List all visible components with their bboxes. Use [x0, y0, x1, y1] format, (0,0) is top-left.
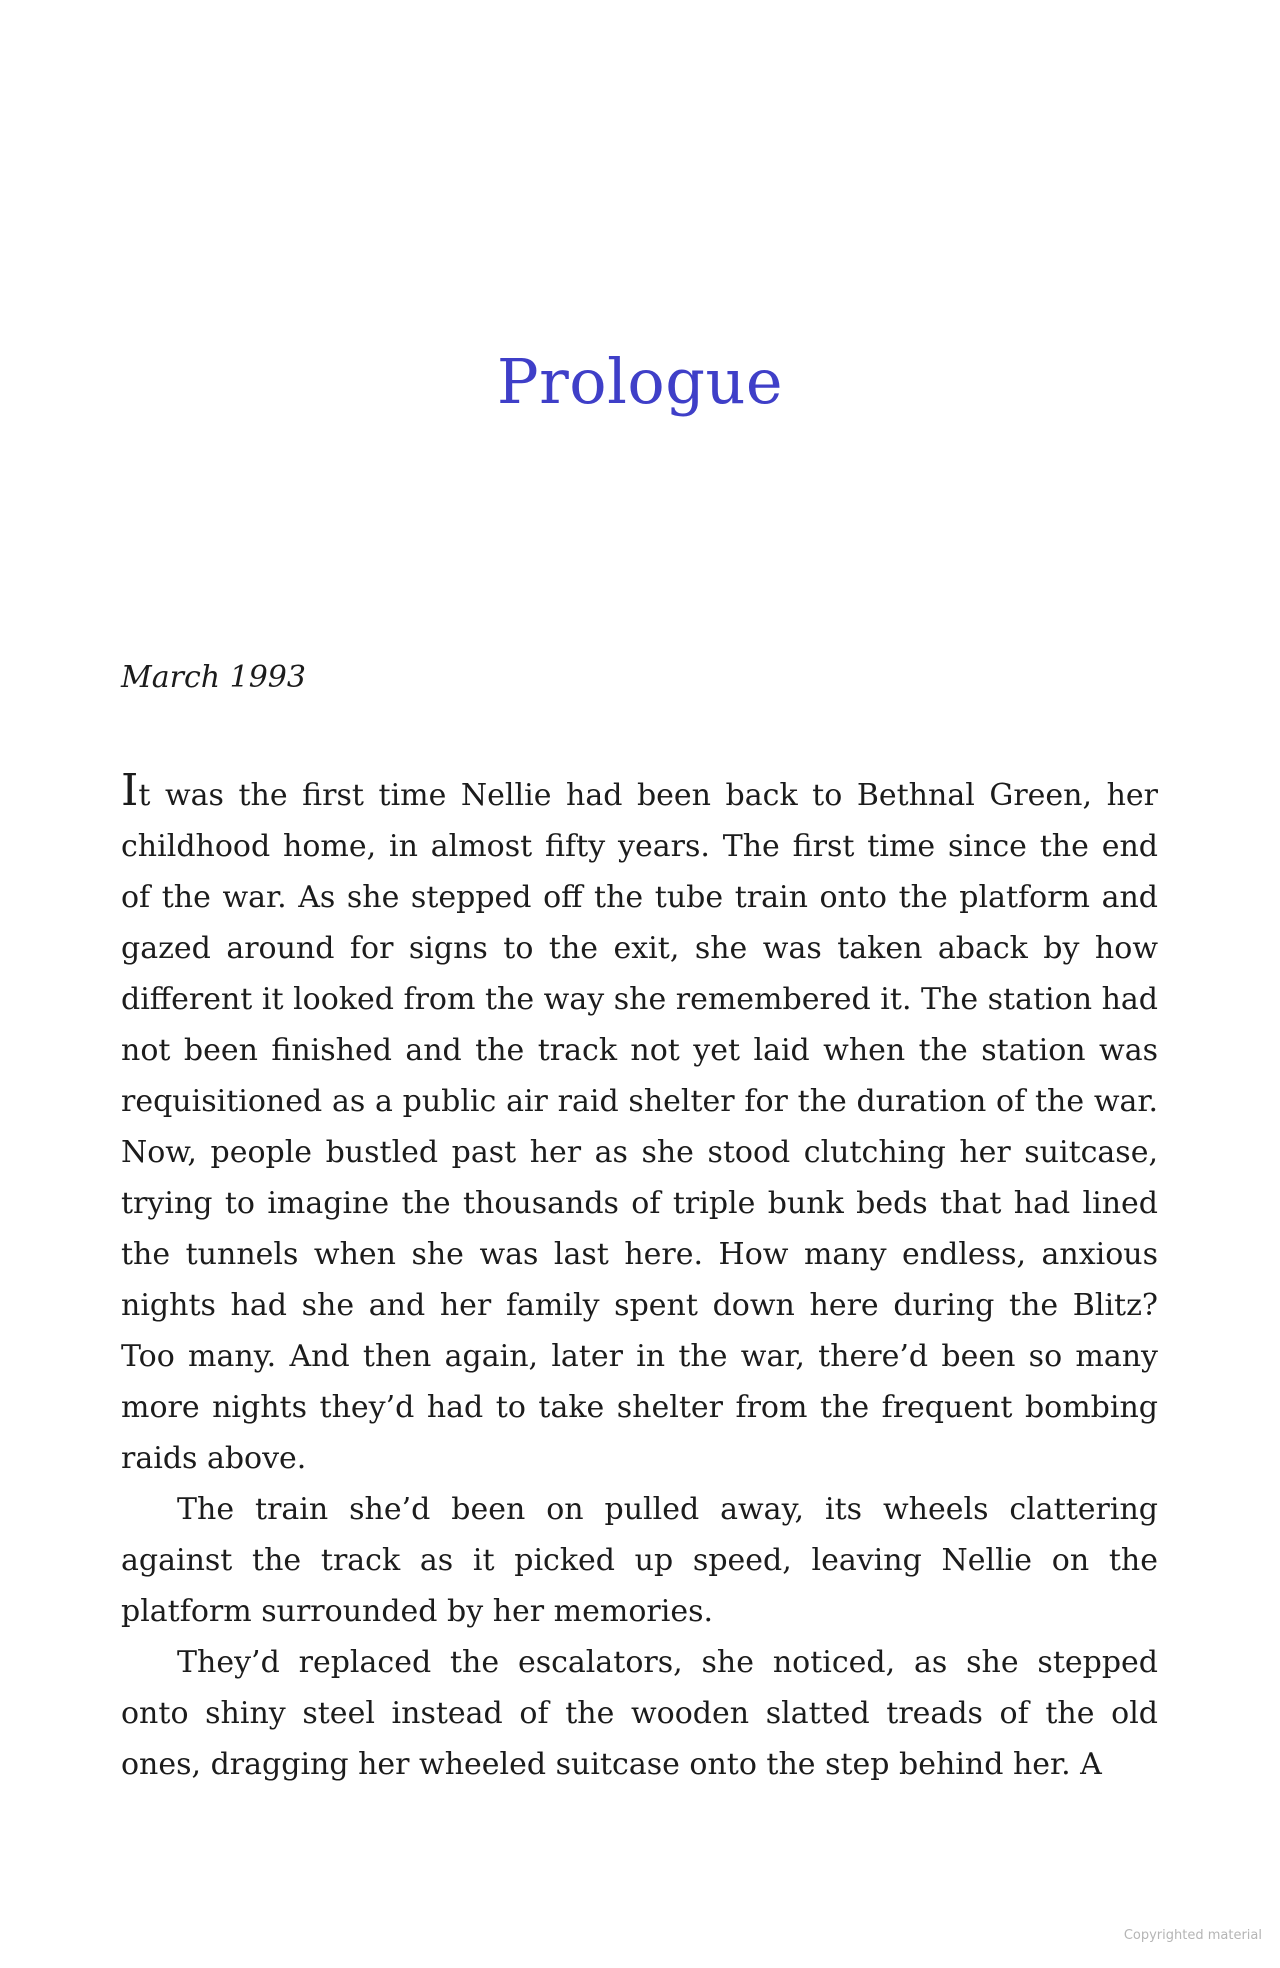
chapter-body: [121, 765, 1158, 1790]
paragraph-1-text: t was the first time Nellie had been back to Bethnal Green, her childhood home, in almost fifty years. The first time since the end of the war. As she stepped off the tube train onto the platform and gazed around for signs to the exit, she was taken aback by how different it looked from the way she remembered it. The station had not been finished and the track not yet laid when the station was requisitioned as a public air raid shelter for the duration of the war. Now, people bustled past her as she stood clutching her suitcase, trying to imagine the thousands of triple bunk beds that had lined the tunnels when she was last here. How many endless, anxious nights had she and her family spent down here during the Blitz? Too many. And then again, later in the war, there’d been so many more nights they’d had to take shelter from the frequent bombing raids above.: [121, 778, 1158, 1476]
paragraph-2: The train she’d been on pulled away, its wheels clattering against the track as it picked up speed, leaving Nellie on the platform surrounded by her memories.: [121, 1492, 1158, 1629]
paragraph-3: They’d replaced the escalators, she noticed, as she stepped onto shiny steel instead of the wooden slatted treads of the old ones, dragging her wheeled suitcase onto the step behind her. A: [121, 1645, 1158, 1782]
drop-cap: I: [121, 765, 139, 816]
copyright-watermark: Copyrighted material: [1123, 1928, 1262, 1943]
chapter-title: Prologue: [496, 345, 784, 418]
paragraph-1: [121, 765, 1158, 1484]
chapter-dateline: March 1993: [121, 660, 306, 695]
